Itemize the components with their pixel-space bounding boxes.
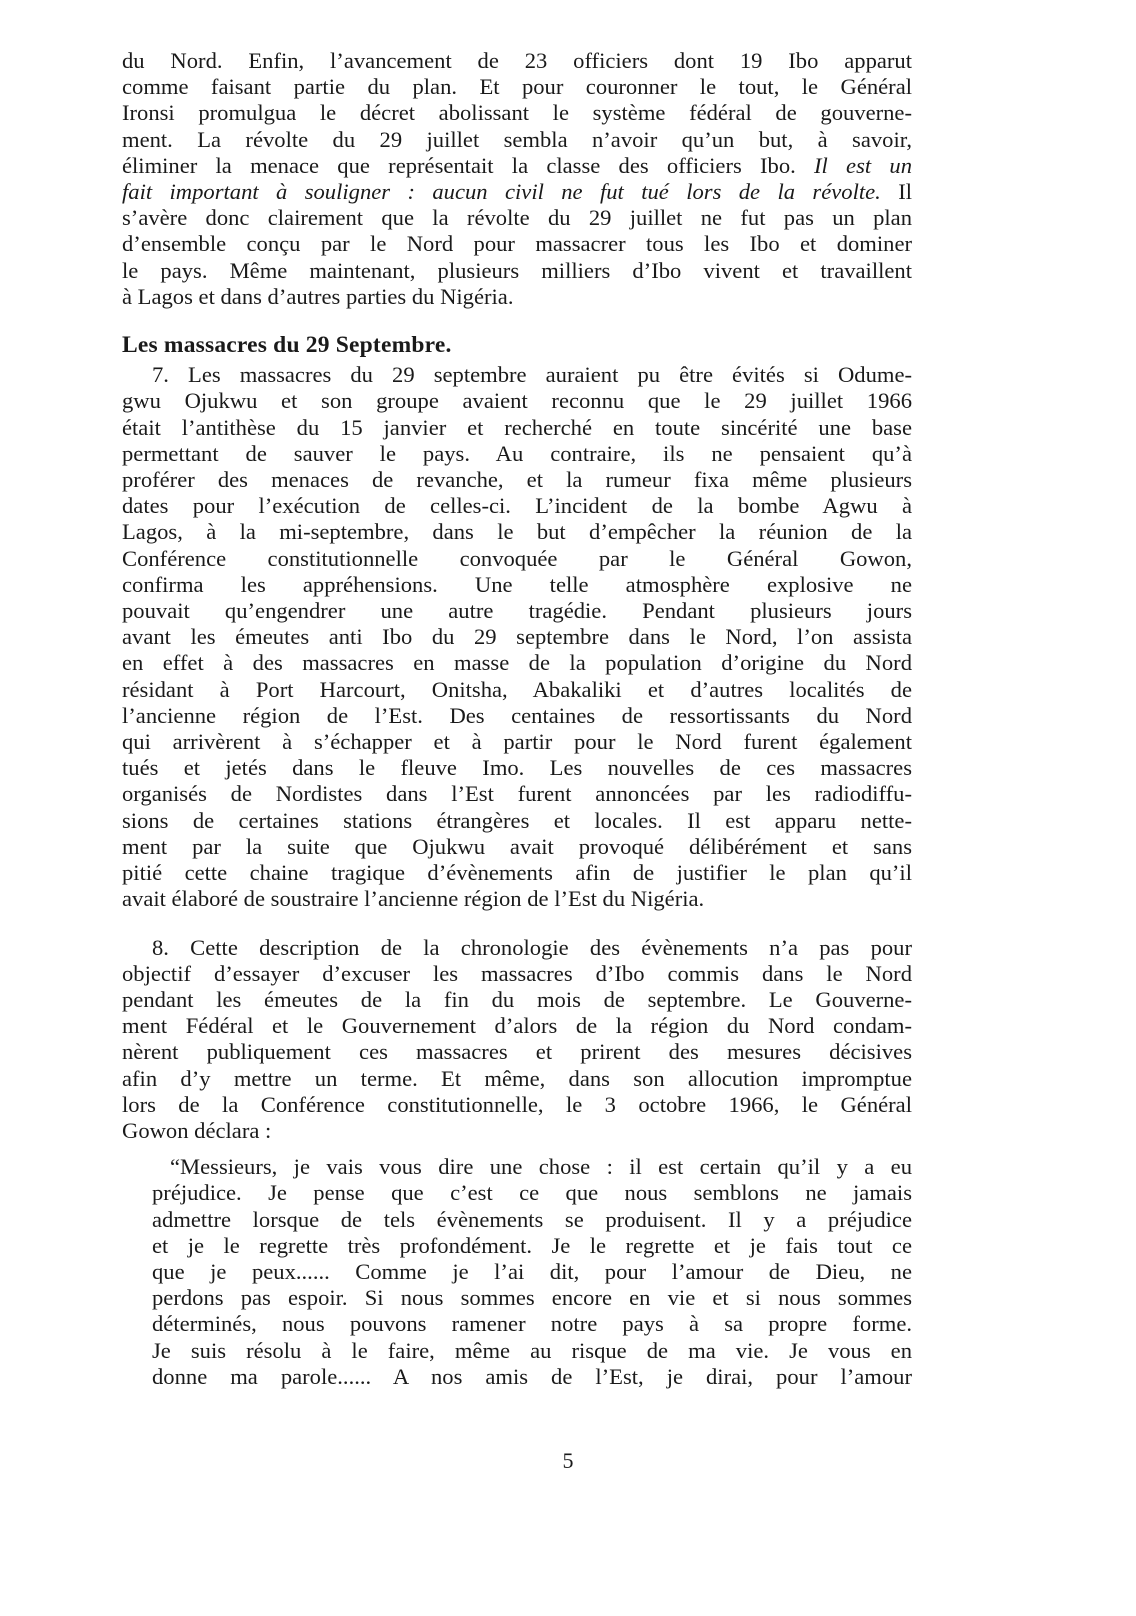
text-line: du Nord. Enfin, l’avancement de 23 officiers dont 19 Ibo apparut: [122, 48, 912, 73]
text-line: confirma les appréhensions. Une telle atmosphère explosive ne: [122, 571, 912, 597]
paragraph-8: [122, 935, 912, 961]
text-line: admettre lorsque de tels évènements se produisent. Il y a préjudice: [152, 1206, 912, 1232]
text-line: objectif d’essayer d’excuser les massacres d’Ibo commis dans le Nord: [122, 960, 912, 986]
text-line: Je suis résolu à le faire, même au risque de ma vie. Je vous en: [152, 1337, 912, 1363]
text-line: permettant de sauver le pays. Au contraire, ils ne pensaient qu’à: [122, 440, 912, 466]
text-line: ment Fédéral et le Gouvernement d’alors de la région du Nord condam-: [122, 1013, 912, 1039]
text-line: dates pour l’exécution de celles-ci. L’incident de la bombe Agwu à: [122, 493, 912, 519]
text-line: organisés de Nordistes dans l’Est furent annoncées par les radiodiffu-: [122, 781, 912, 807]
block-quote: [152, 1154, 912, 1390]
text-line: préjudice. Je pense que c’est ce que nous semblons ne jamais: [152, 1180, 912, 1206]
text-line: sions de certaines stations étrangères et locales. Il est apparu nette-: [122, 807, 912, 833]
text-line: le pays. Même maintenant, plusieurs milliers d’Ibo vivent et travaillent: [122, 257, 912, 283]
emphasis-text: fait important à souligner : aucun civil ne fut tué lors de la révolte.: [122, 179, 881, 205]
text-line: Conférence constitutionnelle convoquée par le Général Gowon,: [122, 545, 912, 571]
text-line: avait élaboré de soustraire l’ancienne région de l’Est du Nigéria.: [122, 886, 705, 912]
text-line: tués et jetés dans le fleuve Imo. Les nouvelles de ces massacres: [122, 755, 912, 781]
text-line: l’ancienne région de l’Est. Des centaines de ressortissants du Nord: [122, 702, 912, 728]
text-line: Gowon déclara :: [122, 1117, 272, 1143]
text-line: à Lagos et dans d’autres parties du Nigéria.: [122, 283, 514, 309]
paragraph-gap: [122, 913, 912, 935]
text-line: perdons pas espoir. Si nous sommes encore en vie et si nous sommes: [152, 1285, 912, 1311]
text-line: qui arrivèrent à s’échapper et à partir pour le Nord furent également: [122, 729, 912, 755]
text-line: Lagos, à la mi-septembre, dans le but d’empêcher la réunion de la: [122, 519, 912, 545]
paragraph-8-body: [122, 961, 912, 1144]
text-line: comme faisant partie du plan. Et pour couronner le tout, le Général: [122, 74, 912, 100]
text-line: nèrent publiquement ces massacres et prirent des mesures décisives: [122, 1039, 912, 1065]
text-line: pendant les émeutes de la fin du mois de septembre. Le Gouverne-: [122, 986, 912, 1012]
text-line: [122, 153, 912, 179]
text-line: avant les émeutes anti Ibo du 29 septembre dans le Nord, l’on assista: [122, 624, 912, 650]
text-line: que je peux...... Comme je l’ai dit, pour l’amour de Dieu, ne: [152, 1258, 912, 1284]
text-segment: éliminer la menace que représentait la classe des officiers Ibo.: [122, 152, 815, 178]
text-line: pouvait qu’engendrer une autre tragédie. Pendant plusieurs jours: [122, 598, 912, 624]
text-line: [122, 179, 912, 205]
paragraph-7-body: [122, 388, 912, 912]
text-line: 8. Cette description de la chronologie des évènements n’a pas pour: [152, 934, 912, 960]
document-page: [122, 48, 912, 1390]
text-line: ment. La révolte du 29 juillet sembla n’avoir qu’un but, à savoir,: [122, 126, 912, 152]
page-number: 5: [562, 1448, 574, 1473]
text-line: “Messieurs, je vais vous dire une chose : il est certain qu’il y a eu: [170, 1154, 912, 1180]
text-line: lors de la Conférence constitutionnelle, le 3 octobre 1966, le Général: [122, 1091, 912, 1117]
text-line: était l’antithèse du 15 janvier et recherché en toute sincérité une base: [122, 414, 912, 440]
text-line: d’ensemble conçu par le Nord pour massacrer tous les Ibo et dominer: [122, 231, 912, 257]
section-heading: Les massacres du 29 Septembre.: [122, 332, 452, 359]
text-line: déterminés, nous pouvons ramener notre pays à sa propre forme.: [152, 1311, 912, 1337]
emphasis-text: Il est un: [814, 152, 912, 178]
text-line: résidant à Port Harcourt, Onitsha, Abakaliki et d’autres localités de: [122, 676, 912, 702]
text-line: Ironsi promulgua le décret abolissant le système fédéral de gouverne-: [122, 100, 912, 126]
text-line: donne ma parole...... A nos amis de l’Est, je dirai, pour l’amour: [152, 1363, 912, 1389]
text-line: ment par la suite que Ojukwu avait provoqué délibérément et sans: [122, 833, 912, 859]
text-line: 7. Les massacres du 29 septembre auraient pu être évités si Odume-: [152, 362, 912, 388]
text-line: gwu Ojukwu et son groupe avaient reconnu que le 29 juillet 1966: [122, 388, 912, 414]
text-line: s’avère donc clairement que la révolte du 29 juillet ne fut pas un plan: [122, 205, 912, 231]
text-line: proférer des menaces de revanche, et la rumeur fixa même plusieurs: [122, 467, 912, 493]
text-line: et je le regrette très profondément. Je le regrette et je fais tout ce: [152, 1232, 912, 1258]
text-line: pitié cette chaine tragique d’évènements afin de justifier le plan qu’il: [122, 860, 912, 886]
text-line: en effet à des massacres en masse de la population d’origine du Nord: [122, 650, 912, 676]
text-segment: Il: [880, 179, 913, 205]
text-line: afin d’y mettre un terme. Et même, dans son allocution impromptue: [122, 1065, 912, 1091]
paragraph-7: [122, 362, 912, 388]
intro-paragraph: [122, 48, 912, 310]
